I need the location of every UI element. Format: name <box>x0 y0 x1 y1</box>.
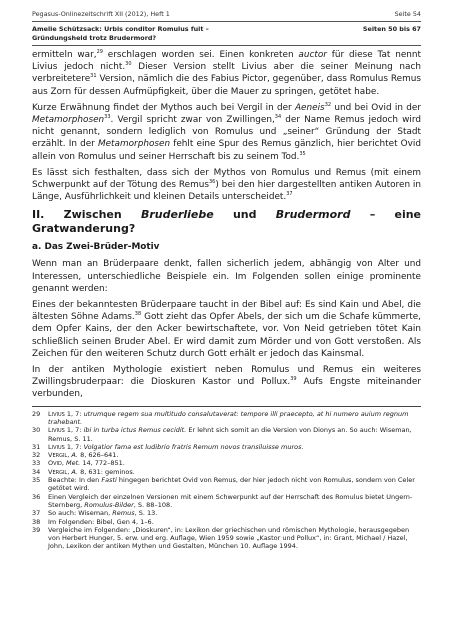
footnote-ref-32[interactable]: 32 <box>324 101 332 108</box>
footnote-number: 36 <box>32 492 41 501</box>
running-header <box>32 10 421 19</box>
footnote-39 <box>32 526 421 551</box>
footnote-34 <box>32 468 421 476</box>
footnote-number: 38 <box>32 517 41 526</box>
paragraph-4: Wenn man an Brüderpaare denkt, fallen sicherlich jedem, abhängig von Alter und Interessen, unterschiedliche Beispiele ein. Im Folgenden sollen einige prominente genannt werden: <box>32 259 421 294</box>
footnote-text: Ovid, Met. 14, 772–851. <box>48 459 125 468</box>
journal-title: Pegasus-Onlinezeitschrift XII (2012), Heft 1 <box>32 10 170 18</box>
footnote-ref-33[interactable]: 33 <box>104 114 111 121</box>
footnote-ref-35[interactable]: 35 <box>299 150 306 157</box>
footnote-text: So auch: Wiseman, Remus, S. 13. <box>48 509 158 518</box>
footnote-37 <box>32 509 421 517</box>
footnote-text: Vergil, A. 8, 631: geminos. <box>48 467 135 476</box>
footnote-separator <box>32 406 421 407</box>
footnote-number: 30 <box>32 426 41 435</box>
footnote-number: 34 <box>32 467 41 476</box>
footnote-ref-39[interactable]: 39 <box>290 376 297 383</box>
paragraph-2: Kurze Erwähnung findet der Mythos auch bei Vergil in der Aeneis$^{32}$ und bei Ovid in der Metamorphosen$^{33}$. Vergil spricht zwar von Zwillingen,$^{34}$ der Name Remus jedoch wird nicht genannt, sondern lediglich von Romulus und „seiner“ Gründung der Stadt erzählt. In der Metamorphosen fehlt eine Spur des Remus gänzlich, hier berichtet Ovid allein von Romulus und seiner Herrschaft bis zu seinem Tod.$^{35}$ <box>32 101 421 162</box>
footnote-text: Livius 1, 7: Volgatior fama est ludibrio fratris Remum novos transiluisse muros. <box>48 442 304 451</box>
footnote-29 <box>32 410 421 427</box>
footnote-ref-34[interactable]: 34 <box>274 114 282 121</box>
footnote-ref-30[interactable]: 30 <box>125 61 132 68</box>
footnote-30 <box>32 426 421 443</box>
footnote-ref-36[interactable]: 36 <box>209 179 216 186</box>
footnote-35 <box>32 476 421 493</box>
article-author-title: Amelie Schützsack: Urbis conditor Romulus fuit – <box>32 25 209 33</box>
footnote-number: 29 <box>32 409 41 418</box>
header-rule <box>32 21 421 22</box>
body-text <box>32 49 421 401</box>
footnote-text: Einen Vergleich der einzelnen Versionen mit einem Schwerpunkt auf der Herrschaft des Romulus bietet Ungern-Sternberg, Romulus-Bilder, S. 88–108. <box>48 492 413 509</box>
footnote-ref-37[interactable]: 37 <box>286 191 293 198</box>
subsection-heading: a. Das Zwei-Brüder-Motiv <box>32 242 160 253</box>
header-rule-2 <box>32 45 421 46</box>
page-range: Seiten 50 bis 67 <box>362 25 421 33</box>
paragraph-6: In der antiken Mythologie existiert neben Romulus und Remus ein weiteres Zwillingsbruderpaar: die Dioskuren Kastor und Pollux.$^{39}$ Aufs Engste miteinander verbunden, <box>32 365 421 400</box>
paragraph-3: Es lässt sich festhalten, dass sich der Mythos von Romulus und Remus (mit einem Schwerpunkt auf der Tötung des Remus$^{36}$) bei den hier dargestellten antiken Autoren in Länge, Ausführlichkeit und kleinen Details unterscheidet.$^{37}$ <box>32 167 422 203</box>
footnote-text: Livius 1, 7: utrumque regem sua multitudo consalutaverat: tempore illi praecepto, at hi numero auium regnum trahebant. <box>48 409 409 426</box>
footnote-32 <box>32 451 421 459</box>
section-heading: II. Zwischen Bruderliebe und Brudermord – eine Gratwanderung? <box>32 208 422 236</box>
footnote-number: 39 <box>32 525 41 534</box>
footnote-number: 37 <box>32 509 41 518</box>
article-header <box>32 25 421 43</box>
footnote-38 <box>32 518 421 526</box>
footnote-text: Vergil, A. 8, 626–641. <box>48 451 119 460</box>
footnote-ref-29[interactable]: 29 <box>96 49 103 55</box>
footnote-text: Livius 1, 7: ibi in turba ictus Remus cecidit. Er lehnt sich somit an die Version von Dionys an. So auch: Wiseman, Remus, S. 11. <box>48 426 412 443</box>
footnote-number: 33 <box>32 459 41 468</box>
article-subtitle: Gründungsheld trotz Brudermord? <box>32 34 157 42</box>
footnote-number: 32 <box>32 451 41 460</box>
footnote-text: Im Folgenden: Bibel, Gen 4, 1–6. <box>48 517 154 526</box>
paragraph-5: Eines der bekanntesten Brüderpaare taucht in der Bibel auf: Es sind Kain und Abel, die ältesten Söhne Adams.$^{38}$ Gott zieht das Opfer Abels, der sich um die Schafe kümmerte, dem Opfer Kains, der den Acker bewirtschaftete, vor. Von Neid getrieben tötet Kain schließlich seinen Bruder Abel. Er wird damit zum Mörder und von Gott verstoßen. Als Zeichen für den weiteren Schutz durch Gott erhält er jedoch das Kainsmal. <box>32 300 422 359</box>
footnote-number: 31 <box>32 442 41 451</box>
footnote-ref-38[interactable]: 38 <box>134 311 142 318</box>
footnote-31 <box>32 443 421 451</box>
footnote-text: Beachte: In den Fasti hingegen berichtet Ovid von Remus, der hier jedoch nicht von Romulus, sondern von Celer getötet wird. <box>48 476 415 493</box>
paragraph-1: ermitteln war,$^{29}$ erschlagen worden sei. Einen konkreten auctor für diese Tat nennt Livius jedoch nicht.$^{30}$ Dieser Version stellt Livius aber die seiner Meinung nach verbreitetere$^{31}$ Version, nämlich die des Fabius Pictor, gegenüber, dass Romulus Remus aus Zorn für dessen Aufmüpfigkeit, über die Mauer zu springen, getötet habe. <box>32 49 422 97</box>
footnote-text: Vergleiche im Folgenden: „Dioskuren“, in: Lexikon der griechischen und römischen Mythologie, herausgegeben von Herbert Hunger, 5. erw. und erg. Auflage, Wien 1959 sowie „Kastor und Pollux“, in: Grant, Michael / Hazel, John, Lexikon der antiken Mythen und Gestalten, München 10. Auflage 1994. <box>48 525 410 551</box>
footnotes <box>32 410 421 551</box>
footnote-33 <box>32 459 421 467</box>
footnote-ref-31[interactable]: 31 <box>90 73 97 80</box>
footnote-36 <box>32 493 421 510</box>
page-number: Seite 54 <box>394 10 421 18</box>
document-page <box>32 10 421 551</box>
footnote-number: 35 <box>32 476 41 485</box>
